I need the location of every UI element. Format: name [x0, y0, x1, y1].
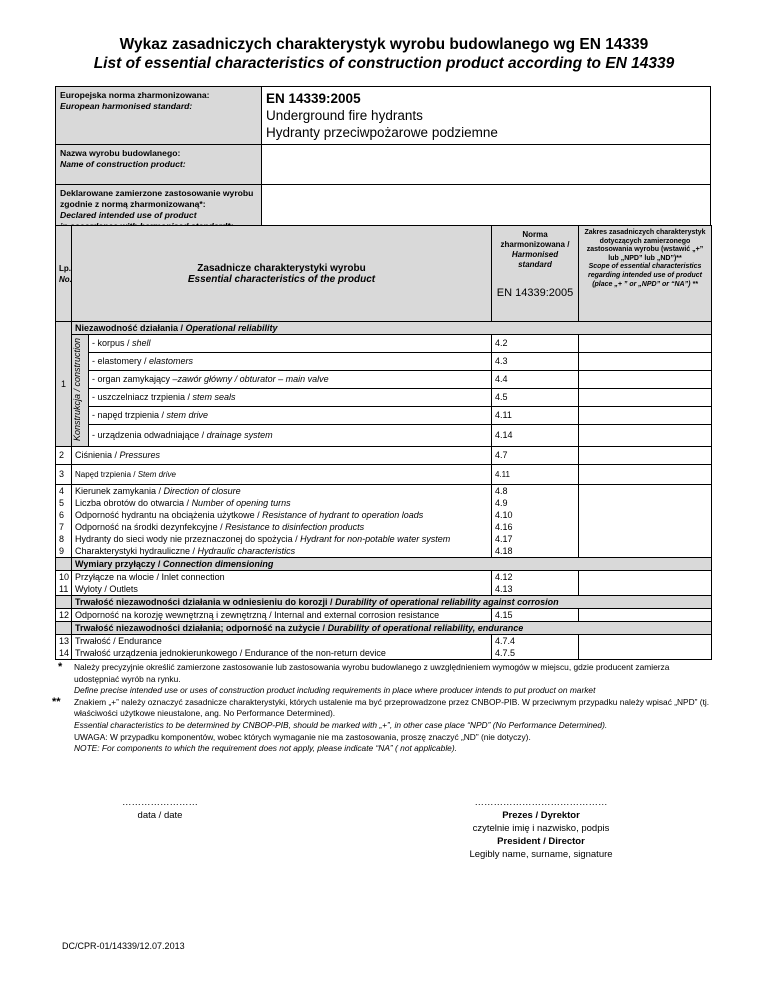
row-number: 6	[56, 509, 72, 521]
row-turns	[72, 497, 492, 509]
row-hydraulic	[72, 545, 492, 558]
scope-input[interactable]	[579, 371, 712, 389]
row-number: 2	[56, 447, 72, 465]
std-name-en: Underground fire hydrants	[266, 108, 423, 123]
row-label-pl: - urządzenia odwadniające /	[92, 430, 207, 440]
row-label-pl: Napęd trzpienia /	[75, 470, 138, 479]
scope-en: Scope of essential characteristics regarding intended use of product (place „+ ” or „NPD” or “NA”) **	[588, 263, 702, 288]
ref-cell: 4.11	[492, 465, 579, 485]
row-label-en: zawór główny / obturator – main valve	[177, 374, 329, 384]
note-star-1: *	[58, 661, 63, 673]
section-reliability-pl: Niezawodność działania /	[75, 322, 186, 333]
ref-cell: 4.4	[492, 371, 579, 389]
row-endurance: Trwałość / Endurance	[72, 635, 492, 648]
ref-cell: 4.2	[492, 335, 579, 353]
row-non-return: Trwałość urządzenia jednokierunkowego / Endurance of the non-return device	[72, 647, 492, 660]
title-en: List of essential characteristics of construction product according to EN 14339	[93, 55, 675, 72]
scope-input[interactable]	[579, 545, 712, 558]
row-stem-seals	[89, 389, 492, 407]
scope-input[interactable]	[579, 465, 712, 485]
row-number: 3	[56, 465, 72, 485]
scope-input[interactable]	[579, 583, 712, 596]
row-number: 14	[56, 647, 72, 660]
scope-input[interactable]	[579, 407, 712, 425]
row-label-pl: Ciśnienia /	[75, 450, 120, 460]
norma-pl: Norma zharmonizowana /	[500, 230, 570, 249]
ref-cell: 4.7	[492, 447, 579, 465]
row-loads	[72, 509, 492, 521]
section-corrosion-pl: Trwałość niezawodności działania w odniesieniu do korozji /	[75, 596, 336, 607]
ref-cell: 4.3	[492, 353, 579, 371]
row-shell	[89, 335, 492, 353]
note1-pl: Należy precyzyjnie określić zamierzone zastosowanie lub zastosowania wyrobu budowlanego z uwzględnieniem wymogów w miejscu, gdzie producent zamierza udostępniać wyrób na rynku.	[74, 662, 670, 684]
note3-pl: UWAGA: W przypadku komponentów, wobec których wymaganie nie ma zastosowania, proszę znaczyć „ND” (nie dotyczy).	[74, 731, 531, 742]
std-label-pl: Europejska norma zharmonizowana:	[60, 90, 210, 100]
row-label-pl: - korpus /	[92, 338, 133, 348]
no-label: No.	[59, 274, 72, 284]
ref-cell: 4.9	[492, 497, 579, 509]
scope-input[interactable]	[579, 425, 712, 447]
standard-value-cell	[262, 87, 711, 145]
date-block	[100, 796, 220, 822]
row-label-en: Resistance to disinfection products	[225, 521, 365, 532]
construction-label: Konstrukcja / construction	[72, 337, 83, 441]
scope-input[interactable]	[579, 447, 712, 465]
row-label-en: Stem drive	[137, 470, 176, 479]
document-code: DC/CPR-01/14339/12.07.2013	[62, 941, 185, 951]
row-pressures	[72, 447, 492, 465]
ref-cell: 4.13	[492, 583, 579, 596]
scope-input[interactable]	[579, 521, 712, 533]
row-label-en: elastomers	[149, 356, 194, 366]
name-en: Legibly name, surname, signature	[469, 849, 613, 860]
row-number: 12	[56, 609, 72, 622]
section-reliability	[72, 322, 712, 335]
char-header-pl: Zasadnicze charakterystyki wyrobu	[197, 262, 366, 274]
norma-code: EN 14339:2005	[496, 287, 574, 299]
row-label-en: Direction of closure	[163, 485, 241, 496]
standard-label-cell	[56, 87, 262, 145]
title-pl: Wykaz zasadniczych charakterystyk wyrobu budowlanego wg EN 14339	[119, 36, 649, 53]
scope-input[interactable]	[579, 389, 712, 407]
section-wear-number	[56, 622, 72, 635]
row-label-pl: Kierunek zamykania /	[75, 485, 164, 496]
row-label-en: Hydraulic characteristics	[197, 545, 296, 556]
ref-cell: 4.15	[492, 609, 579, 622]
row-number: 8	[56, 533, 72, 545]
ref-cell: 4.7.5	[492, 647, 579, 660]
row-non-potable	[72, 533, 492, 545]
std-label-en: European harmonised standard:	[60, 101, 193, 111]
row-label-pl: - napęd trzpienia /	[92, 410, 167, 420]
row-number: 13	[56, 635, 72, 648]
char-header-en: Essential characteristics of the product	[187, 273, 376, 285]
row-label-pl: Odporność na środki dezynfekcyjne /	[75, 521, 226, 532]
row-inlet: Przyłącze na wlocie / Inlet connection	[72, 571, 492, 584]
row-label-pl: - uszczelniacz trzpienia /	[92, 392, 193, 402]
scope-input[interactable]	[579, 609, 712, 622]
ref-cell: 4.5	[492, 389, 579, 407]
note1-en: Define precise intended use or uses of construction product including requirements in place where producer intends to put product on market	[74, 685, 596, 696]
note2-pl: Znakiem „+” należy oznaczyć zasadnicze charakterystyki, których ustalenie ma być przeprowadzone przez CNBOP-PIB. W przeciwnym przypadku należy wpisać „NPD” (tj. właściwości użytkowe nieustalone, ang. No Performance Determined).	[74, 696, 710, 719]
scope-input[interactable]	[579, 335, 712, 353]
row-label-en: stem drive	[166, 410, 209, 420]
note2-en: Essential characteristics to be determined by CNBOP-PIB, should be marked with „+”, in other case place “NPD” (No Performance Determined).	[74, 719, 608, 730]
row-disinfection	[72, 521, 492, 533]
role-en: President / Director	[497, 836, 585, 847]
name-pl: czytelnie imię i nazwisko, podpis	[472, 823, 610, 834]
ref-cell: 4.11	[492, 407, 579, 425]
row-direction	[72, 485, 492, 498]
row-label-pl: - elastomery /	[92, 356, 150, 366]
row-number: 4	[56, 485, 72, 498]
ref-cell: 4.17	[492, 533, 579, 545]
characteristics-header	[72, 226, 492, 322]
scope-input[interactable]	[579, 647, 712, 660]
scope-input[interactable]	[579, 353, 712, 371]
row-number: 11	[56, 583, 72, 596]
section-corrosion	[72, 596, 712, 609]
row-elastomers	[89, 353, 492, 371]
ref-cell: 4.14	[492, 425, 579, 447]
row-label-pl: - organ zamykający –	[92, 374, 178, 384]
scope-input[interactable]	[579, 509, 712, 521]
signature-block	[436, 796, 646, 861]
construction-label-cell	[72, 335, 89, 447]
note3-en: NOTE: For components to which the requirement does not apply, please indicate “NA” ( not applicable).	[74, 743, 457, 754]
row-stem-drive	[89, 407, 492, 425]
section-wear	[72, 622, 712, 635]
group1-number-cell	[56, 322, 72, 447]
ref-cell: 4.10	[492, 509, 579, 521]
lp-header	[56, 226, 72, 322]
ref-cell: 4.7.4	[492, 635, 579, 648]
notes	[52, 661, 714, 755]
product-label-pl: Nazwa wyrobu budowlanego:	[60, 148, 181, 158]
scope-pl: Zakres zasadniczych charakterystyk dotyczących zamierzonego zastosowania wyrobu (wstawić „+” lub „NPD” lub „ND”)**	[584, 229, 706, 262]
scope-input[interactable]	[579, 497, 712, 509]
ref-cell: 4.18	[492, 545, 579, 558]
section-wear-pl: Trwałość niezawodności działania; odporność na zużycie /	[75, 622, 328, 633]
role-pl: Prezes / Dyrektor	[502, 810, 580, 821]
std-name-pl: Hydranty przeciwpożarowe podziemne	[266, 125, 498, 140]
section-corrosion-number	[56, 596, 72, 609]
row-number: 7	[56, 521, 72, 533]
use-label-en1: Declared intended use of product	[60, 210, 197, 220]
row-outlets: Wyloty / Outlets	[72, 583, 492, 596]
date-dots[interactable]: ……………………	[122, 797, 198, 808]
ref-cell: 4.12	[492, 571, 579, 584]
ref-cell: 4.8	[492, 485, 579, 498]
section-connections	[72, 558, 712, 571]
product-label-cell	[56, 145, 262, 185]
section-connections-number	[56, 558, 72, 571]
row-corrosion: Odporność na korozję wewnętrzną i zewnętrzną / Internal and external corrosion resistance	[72, 609, 492, 622]
row-number: 5	[56, 497, 72, 509]
row-label-en: drainage system	[206, 430, 273, 440]
row-label-en: shell	[132, 338, 151, 348]
use-label-pl1: Deklarowane zamierzone zastosowanie wyrobu	[60, 188, 254, 198]
row-main-valve	[89, 371, 492, 389]
row-label-en: Pressures	[119, 450, 161, 460]
norma-header	[492, 226, 579, 322]
section-corrosion-en: Durability of operational reliability against corrosion	[335, 596, 559, 607]
characteristics-table	[55, 225, 712, 660]
signature-dots[interactable]: ……………………………………	[474, 797, 608, 808]
date-label: data / date	[137, 810, 183, 821]
section-connections-pl: Wymiary przyłączy /	[75, 558, 163, 569]
row-drainage	[89, 425, 492, 447]
scope-input[interactable]	[579, 533, 712, 545]
row-label-pl: Charakterystyki hydrauliczne /	[75, 545, 198, 556]
row-label-en: stem seals	[192, 392, 236, 402]
scope-input[interactable]	[579, 485, 712, 498]
row-stem-drive-2	[72, 465, 492, 485]
row-number: 9	[56, 545, 72, 558]
section-reliability-en: Operational reliability	[185, 322, 278, 333]
header-table	[55, 86, 711, 236]
product-label-en: Name of construction product:	[60, 159, 186, 169]
row-label-pl: Liczba obrotów do otwarcia /	[75, 497, 192, 508]
scope-input[interactable]	[579, 635, 712, 648]
std-code: EN 14339:2005	[266, 91, 361, 106]
section-wear-en: Durability of operational reliability, endurance	[327, 622, 524, 633]
use-label-pl2: zgodnie z normą zharmonizowaną*:	[60, 199, 206, 209]
row-label-pl: Odporność hydrantu na obciążenia użytkowe /	[75, 509, 263, 520]
row-label-en: Resistance of hydrant to operation loads	[262, 509, 424, 520]
scope-header	[579, 226, 712, 322]
row-label-en: Number of opening turns	[191, 497, 291, 508]
ref-cell: 4.16	[492, 521, 579, 533]
section-connections-en: Connection dimensioning	[162, 558, 274, 569]
scope-input[interactable]	[579, 571, 712, 584]
product-name-field[interactable]	[262, 145, 711, 185]
row-label-en: Hydrant for non-potable water system	[300, 533, 451, 544]
lp-label: Lp.	[59, 263, 71, 273]
norma-en: Harmonised standard	[511, 250, 559, 269]
group1-number: 1	[60, 378, 66, 389]
row-number: 10	[56, 571, 72, 584]
note-star-2: **	[52, 695, 61, 708]
row-label-pl: Hydranty do sieci wody nie przeznaczonej do spożycia /	[75, 533, 301, 544]
